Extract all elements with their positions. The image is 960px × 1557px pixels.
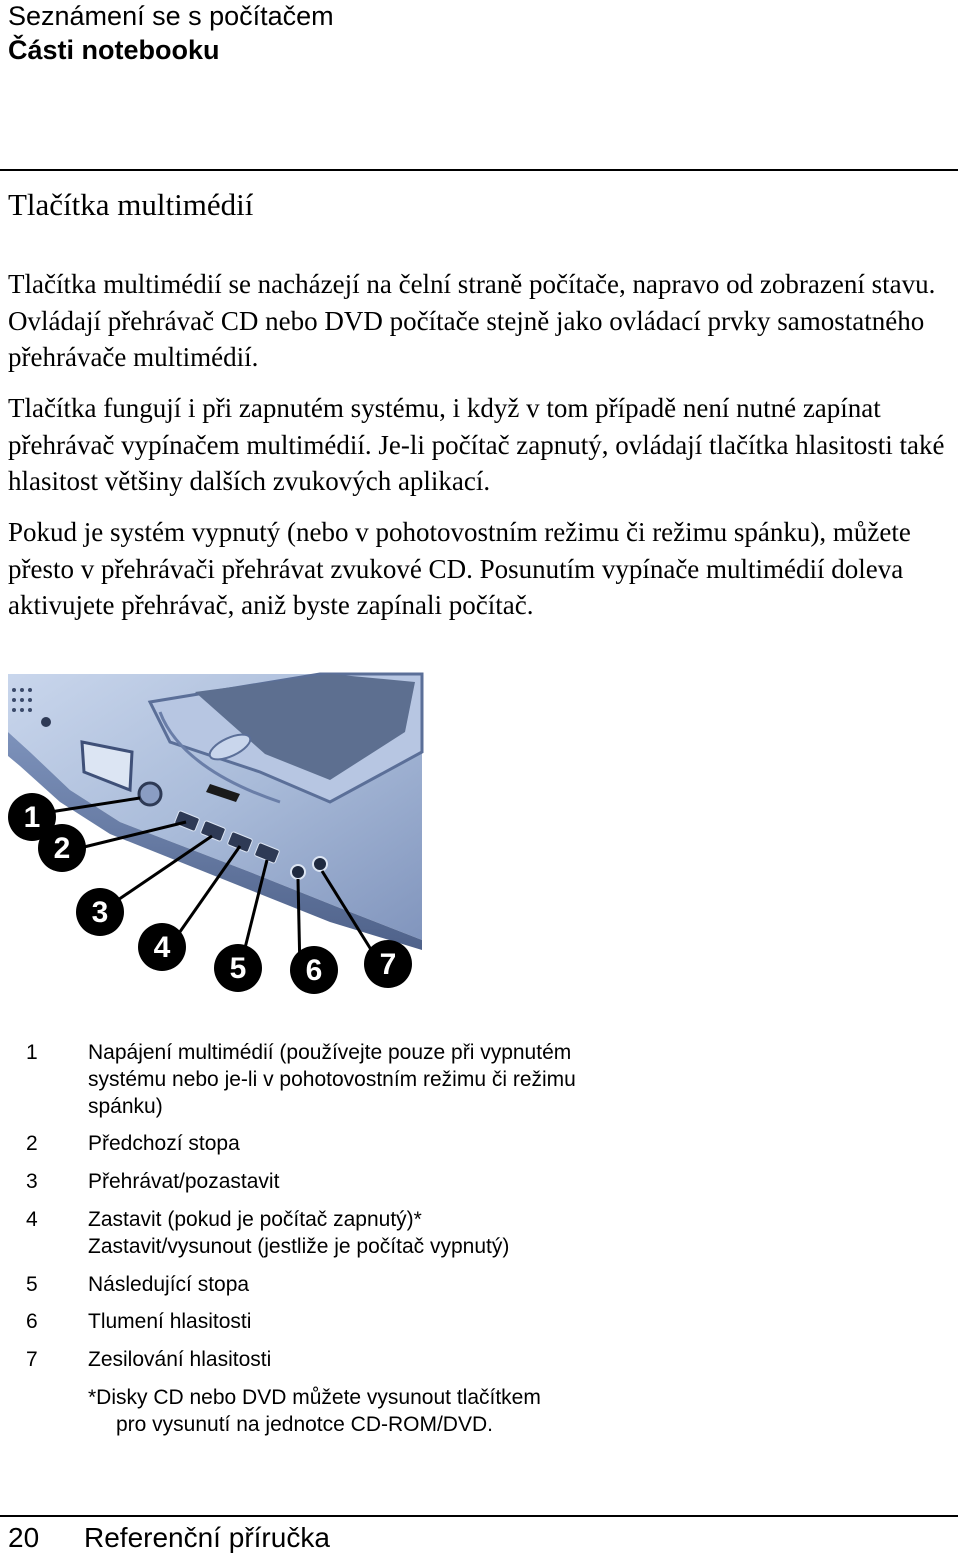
callout-3 [76, 888, 124, 936]
legend-number-1: 1 [26, 1041, 38, 1064]
legend-number-3: 3 [26, 1170, 38, 1193]
audio-jack-1 [291, 865, 305, 879]
audio-jack-2 [313, 857, 327, 871]
legend-number-2: 2 [26, 1132, 38, 1155]
callout-4 [138, 923, 186, 971]
svg-text:5: 5 [229, 952, 247, 985]
svg-text:2: 2 [53, 832, 71, 865]
footnote-line-2: pro vysunutí na jednotce CD-ROM/DVD. [116, 1413, 493, 1436]
svg-text:4: 4 [153, 931, 171, 964]
footnote [88, 1384, 541, 1438]
svg-text:3: 3 [91, 896, 109, 929]
media-power-switch [139, 783, 161, 805]
header-rule [0, 169, 958, 171]
section-title: Tlačítka multimédií [8, 187, 254, 222]
footnote-line-1: *Disky CD nebo DVD můžete vysunout tlačítkem [88, 1386, 541, 1409]
running-header-section: Části notebooku [8, 35, 220, 65]
callout-2 [38, 824, 86, 872]
legend-text-2: Předchozí stopa [88, 1132, 240, 1155]
callout-7 [364, 940, 412, 988]
legend-number-6: 6 [26, 1310, 38, 1333]
paragraph-1: Tlačítka multimédií se nacházejí na čelní straně počítače, napravo od zobrazení stavu. Ovládají přehrávač CD nebo DVD počítače stejně jako ovládací prvky samostatného přehrávače multimédií. [8, 269, 936, 372]
legend-text-1: Napájení multimédií (používejte pouze při vypnutém systému nebo je-li v pohotovostním režimu či režimu spánku) [88, 1041, 576, 1118]
multimedia-buttons-illustration [0, 672, 430, 1022]
callout-5 [214, 944, 262, 992]
legend-text-6: Tlumení hlasitosti [88, 1310, 252, 1333]
legend-number-5: 5 [26, 1273, 38, 1296]
legend-number-4: 4 [26, 1208, 38, 1231]
svg-text:1: 1 [23, 801, 41, 834]
footer-rule [0, 1515, 958, 1517]
paragraph-2: Tlačítka fungují i při zapnutém systému, i když v tom případě není nutné zapínat přehrávač vypínačem multimédií. Je-li počítač zapnutý, ovládají tlačítka hlasitosti také hlasitost většiny dalších zvukových aplikací. [8, 393, 945, 496]
legend-text-5: Následující stopa [88, 1273, 250, 1296]
svg-text:7: 7 [379, 948, 397, 981]
callout-6 [290, 946, 338, 994]
page-number: 20 [8, 1522, 40, 1553]
footer-title: Referenční příručka [84, 1522, 330, 1553]
paragraph-3: Pokud je systém vypnutý (nebo v pohotovostním režimu či režimu spánku), můžete přesto v přehrávači přehrávat zvukové CD. Posunutím vypínače multimédií doleva aktivujete přehrávač, aniž byste zapínali počítač. [8, 517, 911, 620]
svg-text:6: 6 [305, 954, 323, 987]
legend-text-3: Přehrávat/pozastavit [88, 1170, 280, 1193]
legend-text-4: Zastavit (pokud je počítač zapnutý)* Zastavit/vysunout (jestliže je počítač vypnutý) [88, 1208, 510, 1258]
running-header-chapter: Seznámení se s počítačem [8, 1, 334, 31]
legend-number-7: 7 [26, 1348, 38, 1371]
legend-text-7: Zesilování hlasitosti [88, 1348, 272, 1371]
